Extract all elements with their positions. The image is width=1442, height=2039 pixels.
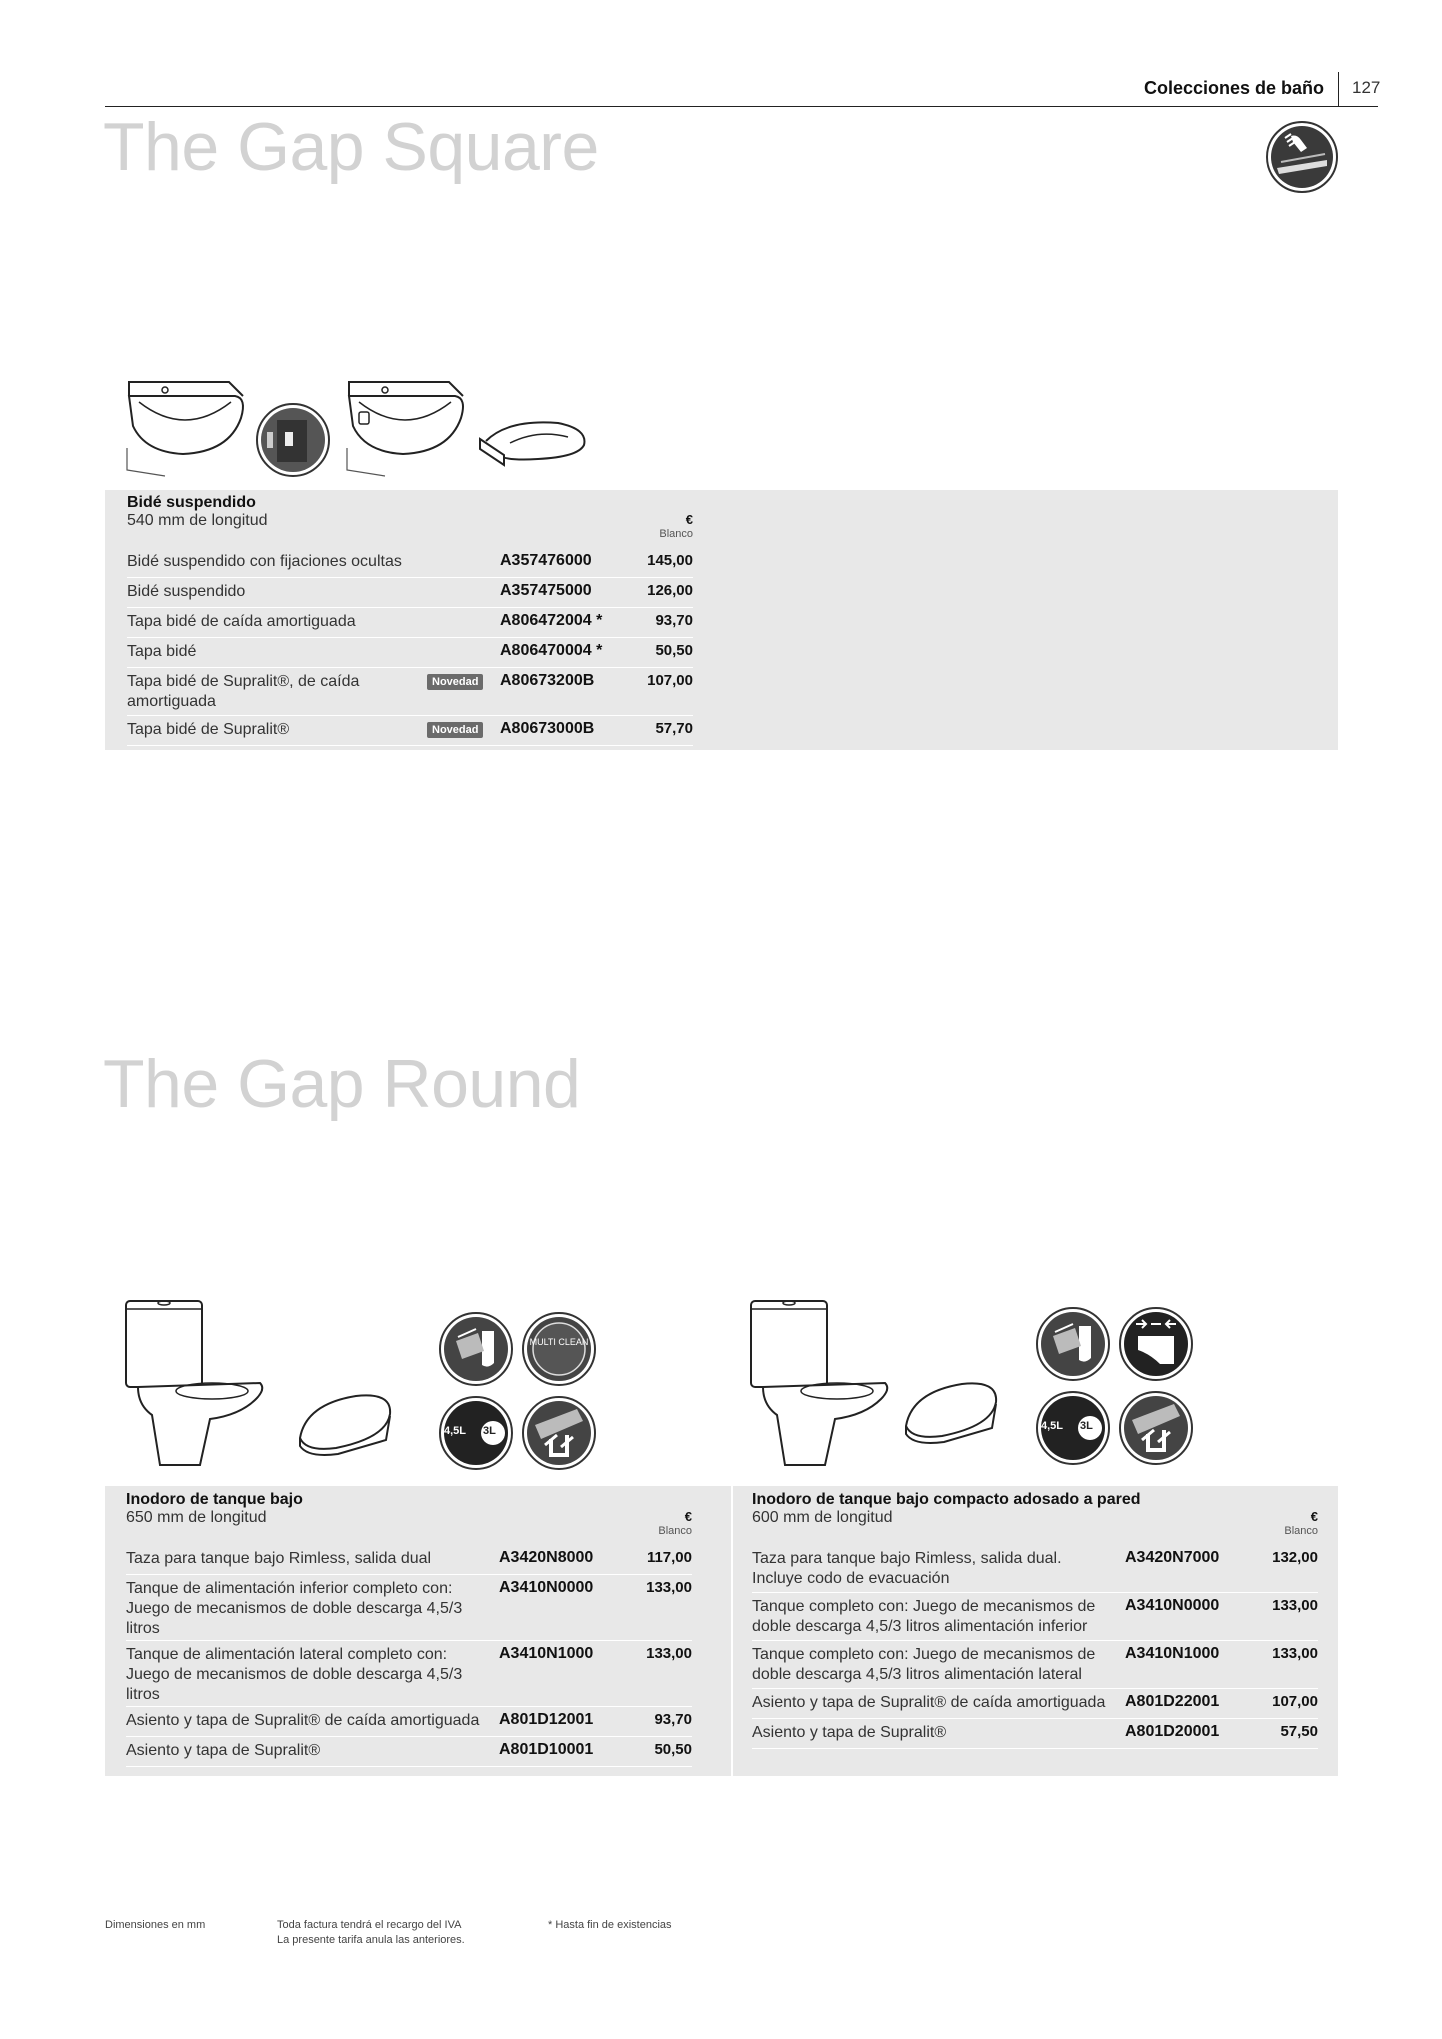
flush-volume-full-compact: 4,5L xyxy=(1041,1420,1064,1432)
table-title: Inodoro de tanque bajo xyxy=(126,1491,303,1508)
table-row xyxy=(127,578,693,608)
footer-vat-line2: La presente tarifa anula las anteriores. xyxy=(277,1934,465,1946)
compact-table xyxy=(752,1491,1318,1537)
row-description: Taza para tanque bajo Rimless, salida dual. Incluye codo de evacuación xyxy=(752,1550,1062,1587)
currency-label: € xyxy=(685,512,693,527)
section-label: Colecciones de baño xyxy=(1143,78,1324,98)
row-code: A806472004 * xyxy=(500,612,603,629)
row-code: A3410N1000 xyxy=(1125,1645,1220,1662)
flush-volume-half-compact: 3L xyxy=(1080,1420,1093,1432)
row-price: 133,00 xyxy=(646,1645,692,1662)
installation-icon xyxy=(521,1395,597,1471)
row-code: A3410N0000 xyxy=(1125,1597,1220,1614)
bidet-table xyxy=(127,494,693,540)
row-description: Tanque de alimentación inferior completo con: Juego de mecanismos de doble descarga 4,5/3 litros xyxy=(126,1580,463,1637)
row-price: 107,00 xyxy=(1272,1693,1318,1710)
row-description: Tanque de alimentación lateral completo con: Juego de mecanismos de doble descarga 4,5/3 litros xyxy=(126,1646,463,1703)
row-code: A801D10001 xyxy=(499,1741,594,1758)
flush-volume-full: 4,5L xyxy=(444,1425,467,1437)
table-title: Bidé suspendido xyxy=(127,494,256,511)
row-description: Tanque completo con: Juego de mecanismos de doble descarga 4,5/3 litros alimentación inferior xyxy=(752,1598,1096,1635)
row-price: 145,00 xyxy=(647,552,693,569)
collection-title-gap-round: The Gap Round xyxy=(103,1046,581,1122)
row-code: A3410N1000 xyxy=(499,1645,594,1662)
header-separator xyxy=(1338,72,1339,106)
table-row xyxy=(127,608,693,638)
table-row xyxy=(127,716,693,746)
table-row xyxy=(126,1641,692,1707)
row-price: 132,00 xyxy=(1272,1549,1318,1566)
easy-clean-icon xyxy=(1265,120,1339,194)
row-price: 117,00 xyxy=(646,1549,692,1566)
page-number: 127 xyxy=(1352,78,1381,97)
row-price: 126,00 xyxy=(647,582,693,599)
round-tables-divider xyxy=(731,1486,733,1776)
table-subtitle: 540 mm de longitud xyxy=(127,512,268,529)
footer-dimensions: Dimensiones en mm xyxy=(105,1919,206,1931)
row-code: A80673000B xyxy=(500,720,595,737)
row-description: Asiento y tapa de Supralit® de caída amortiguada xyxy=(752,1694,1106,1711)
wall-adjacent-icon xyxy=(1118,1306,1194,1382)
row-description: Tapa bidé de caída amortiguada xyxy=(127,613,356,630)
bidet-illustration xyxy=(345,378,470,478)
table-row xyxy=(127,638,693,668)
table-row xyxy=(126,1545,692,1575)
row-code: A80673200B xyxy=(500,672,595,689)
row-code: A806470004 * xyxy=(500,642,603,659)
table-row xyxy=(126,1737,692,1767)
table-row xyxy=(127,548,693,578)
table-row xyxy=(752,1689,1318,1719)
table-row xyxy=(126,1575,692,1641)
row-price: 93,70 xyxy=(654,1711,692,1728)
row-code: A357476000 xyxy=(500,552,592,569)
row-code: A801D12001 xyxy=(499,1711,594,1728)
row-code: A3410N0000 xyxy=(499,1579,594,1596)
table-row xyxy=(752,1641,1318,1689)
table-subtitle: 600 mm de longitud xyxy=(752,1509,893,1526)
rimless-icon-compact xyxy=(1035,1306,1111,1382)
footer-vat xyxy=(277,1918,465,1948)
currency-label: € xyxy=(684,1509,692,1524)
finish-label: Blanco xyxy=(658,1525,692,1537)
footer-vat-line1: Toda factura tendrá el recargo del IVA xyxy=(277,1919,462,1931)
row-description: Tapa bidé de Supralit® xyxy=(127,721,290,738)
row-code: A357475000 xyxy=(500,582,592,599)
row-price: 107,00 xyxy=(647,672,693,689)
row-description: Bidé suspendido xyxy=(127,583,246,600)
hidden-fixing-icon xyxy=(255,402,331,478)
toilet-seat-illustration xyxy=(296,1390,396,1460)
row-code: A801D22001 xyxy=(1125,1693,1220,1710)
row-price: 133,00 xyxy=(1272,1645,1318,1662)
row-price: 50,50 xyxy=(655,642,693,659)
multiclean-icon xyxy=(521,1311,597,1387)
table-row xyxy=(126,1707,692,1737)
collection-title-gap-square: The Gap Square xyxy=(103,109,599,185)
row-description: Tanque completo con: Juego de mecanismos de doble descarga 4,5/3 litros alimentación lateral xyxy=(752,1646,1096,1683)
row-price: 133,00 xyxy=(1272,1597,1318,1614)
row-price: 57,50 xyxy=(1280,1723,1318,1740)
finish-label: Blanco xyxy=(1284,1525,1318,1537)
close-coupled-toilet-illustration xyxy=(120,1295,270,1470)
table-row xyxy=(752,1719,1318,1749)
rimless-icon xyxy=(438,1311,514,1387)
row-description: Asiento y tapa de Supralit® de caída amortiguada xyxy=(126,1712,480,1729)
new-badge: Novedad xyxy=(427,674,483,690)
table-title: Inodoro de tanque bajo compacto adosado a pared xyxy=(752,1491,1141,1508)
row-code: A801D20001 xyxy=(1125,1723,1220,1740)
row-code: A3420N7000 xyxy=(1125,1549,1220,1566)
compact-toilet-seat-illustration xyxy=(902,1378,1002,1448)
table-row xyxy=(752,1593,1318,1641)
close-coupled-table xyxy=(126,1491,692,1537)
header-rule xyxy=(105,106,1378,107)
footer-stock-note: * Hasta fin de existencias xyxy=(548,1919,672,1931)
table-row xyxy=(752,1545,1318,1593)
row-description: Bidé suspendido con fijaciones ocultas xyxy=(127,553,402,570)
row-price: 50,50 xyxy=(654,1741,692,1758)
row-description: Tapa bidé xyxy=(127,643,197,660)
table-row xyxy=(127,668,693,716)
compact-toilet-illustration xyxy=(745,1295,895,1470)
currency-label: € xyxy=(1310,1509,1318,1524)
row-description: Asiento y tapa de Supralit® xyxy=(126,1742,321,1759)
installation-icon-compact xyxy=(1118,1390,1194,1466)
row-price: 57,70 xyxy=(655,720,693,737)
row-description: Taza para tanque bajo Rimless, salida dual xyxy=(126,1550,432,1567)
flush-volume-half: 3L xyxy=(483,1425,496,1437)
table-subtitle: 650 mm de longitud xyxy=(126,1509,267,1526)
row-price: 133,00 xyxy=(646,1579,692,1596)
finish-label: Blanco xyxy=(659,528,693,540)
new-badge: Novedad xyxy=(427,722,483,738)
bidet-hidden-fixings-illustration xyxy=(125,378,250,478)
row-description: Tapa bidé de Supralit®, de caída amortiguada xyxy=(127,673,360,710)
row-price: 93,70 xyxy=(655,612,693,629)
bidet-lid-illustration xyxy=(478,415,593,475)
multiclean-label: MULTI CLEAN xyxy=(529,1337,589,1347)
row-code: A3420N8000 xyxy=(499,1549,594,1566)
row-description: Asiento y tapa de Supralit® xyxy=(752,1724,947,1741)
